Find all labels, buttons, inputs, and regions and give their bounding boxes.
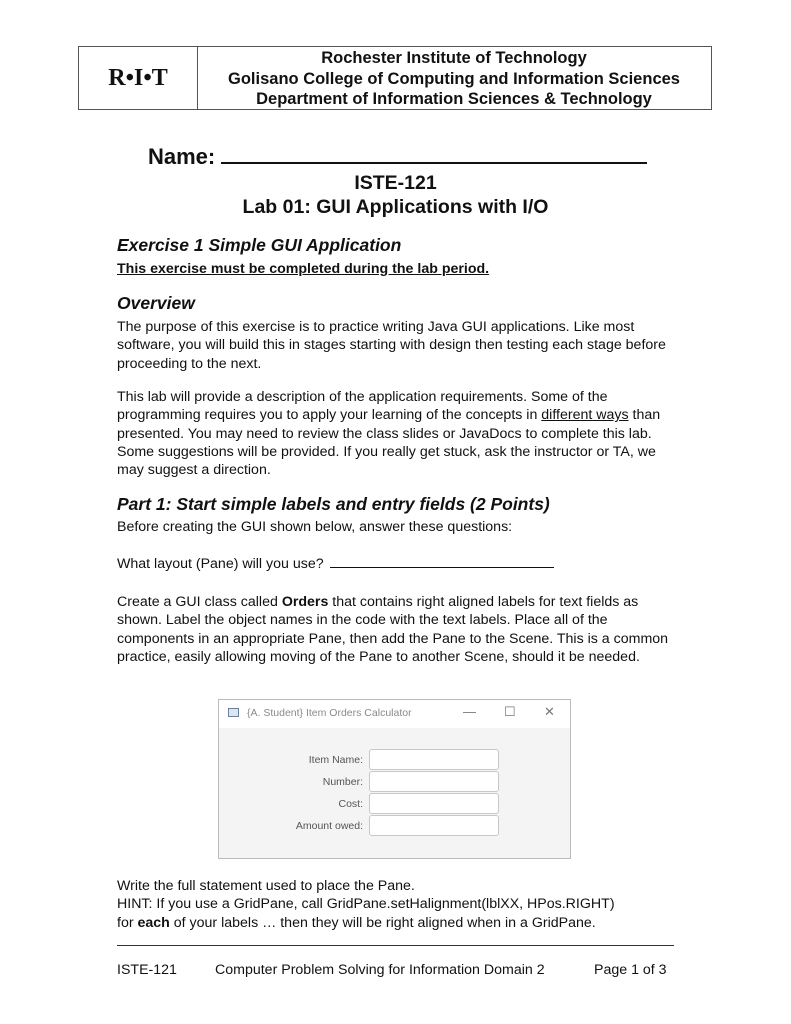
cost-field [369, 793, 499, 814]
hint-line-2 [117, 914, 717, 932]
place-pane-instruction: Write the full statement used to place the Pane. [117, 878, 415, 894]
rit-logo: R•I•T [79, 47, 198, 109]
cost-row [219, 793, 499, 815]
name-blank-line [221, 144, 647, 164]
part1-heading: Part 1: Start simple labels and entry fields (2 Points) [117, 494, 550, 514]
number-field [369, 771, 499, 792]
overview-para-2-b: than presented. You may need to review the class slides or JavaDocs to complete this lab. Some suggestions will be provided. If you really get stuck, ask the instructor or TA, we may suggest a direction. [117, 407, 661, 479]
close-icon: ✕ [544, 704, 555, 719]
hint-line: HINT: If you use a GridPane, call GridPane.setHalignment(lblXX, HPos.RIGHT) [117, 896, 615, 913]
layout-answer-line [330, 555, 554, 568]
amount-owed-label: Amount owed: [295, 820, 363, 832]
item-name-label: Item Name: [308, 754, 363, 766]
exercise-heading: Exercise 1 Simple GUI Application [117, 235, 402, 255]
part1-question [117, 555, 677, 573]
overview-para-2 [117, 388, 677, 479]
hint-2-bold: each [137, 914, 170, 931]
window-title: {A. Student} Item Orders Calculator [247, 707, 412, 719]
orders-class-name: Orders [281, 594, 329, 610]
overview-heading: Overview [117, 293, 195, 313]
after-text [117, 877, 717, 932]
orders-window-screenshot [218, 699, 571, 859]
footer-page: Page 1 of 3 [594, 962, 667, 978]
overview-para-2-underlined: different ways [541, 407, 629, 424]
minimize-icon: — [463, 704, 476, 719]
footer-course: ISTE-121 [117, 962, 177, 978]
footer-rule [117, 945, 674, 946]
footer-title: Computer Problem Solving for Information Domain 2 [215, 962, 545, 978]
institute-name: Rochester Institute of Technology [321, 49, 587, 67]
part1-para-a: Create a GUI class called [117, 594, 282, 610]
header-text [197, 48, 711, 110]
amount-owed-row [219, 815, 499, 837]
hint-2-b: of your labels … then they will be right aligned when in a GridPane. [169, 914, 596, 931]
number-row [219, 771, 499, 793]
hint-2-a: for [117, 914, 138, 931]
overview-para-2-a: This lab will provide a description of the application requirements. Some of the programming requires you to apply your learning of the concepts in [117, 389, 608, 424]
part1-intro: Before creating the GUI shown below, answer these questions: [117, 519, 513, 535]
course-code: ISTE-121 [354, 172, 437, 194]
overview-para-1: The purpose of this exercise is to practice writing Java GUI applications. Like most software, you will build this in stages starting with design then testing each stage before proceeding to the next. [117, 319, 666, 372]
college-name: Golisano College of Computing and Information Sciences [228, 69, 680, 88]
maximize-icon: ☐ [504, 704, 516, 719]
lab-title: Lab 01: GUI Applications with I/O [242, 196, 549, 218]
amount-owed-field [369, 815, 499, 836]
part1-para [117, 593, 677, 666]
department-name: Department of Information Sciences & Technology [256, 90, 652, 108]
window-title-bar [219, 700, 570, 728]
exercise-note: This exercise must be completed during the lab period. [117, 261, 490, 277]
app-icon [228, 708, 239, 717]
layout-question: What layout (Pane) will you use? [117, 556, 324, 572]
number-label: Number: [322, 776, 363, 788]
name-label: Name: [148, 144, 216, 169]
item-name-field [369, 749, 499, 770]
name-row [148, 144, 647, 170]
part1-para-b: that contains right aligned labels for text fields as shown. Label the object names in the code with the text labels. Place all of the components in an appropriate Pane, then add the Pane to the Scene. This is a common practice, easily allowing moving of the Pane to another Scene, should it be needed. [117, 594, 669, 665]
header-box [78, 46, 712, 110]
cost-label: Cost: [338, 798, 363, 810]
item-name-row [219, 749, 499, 771]
